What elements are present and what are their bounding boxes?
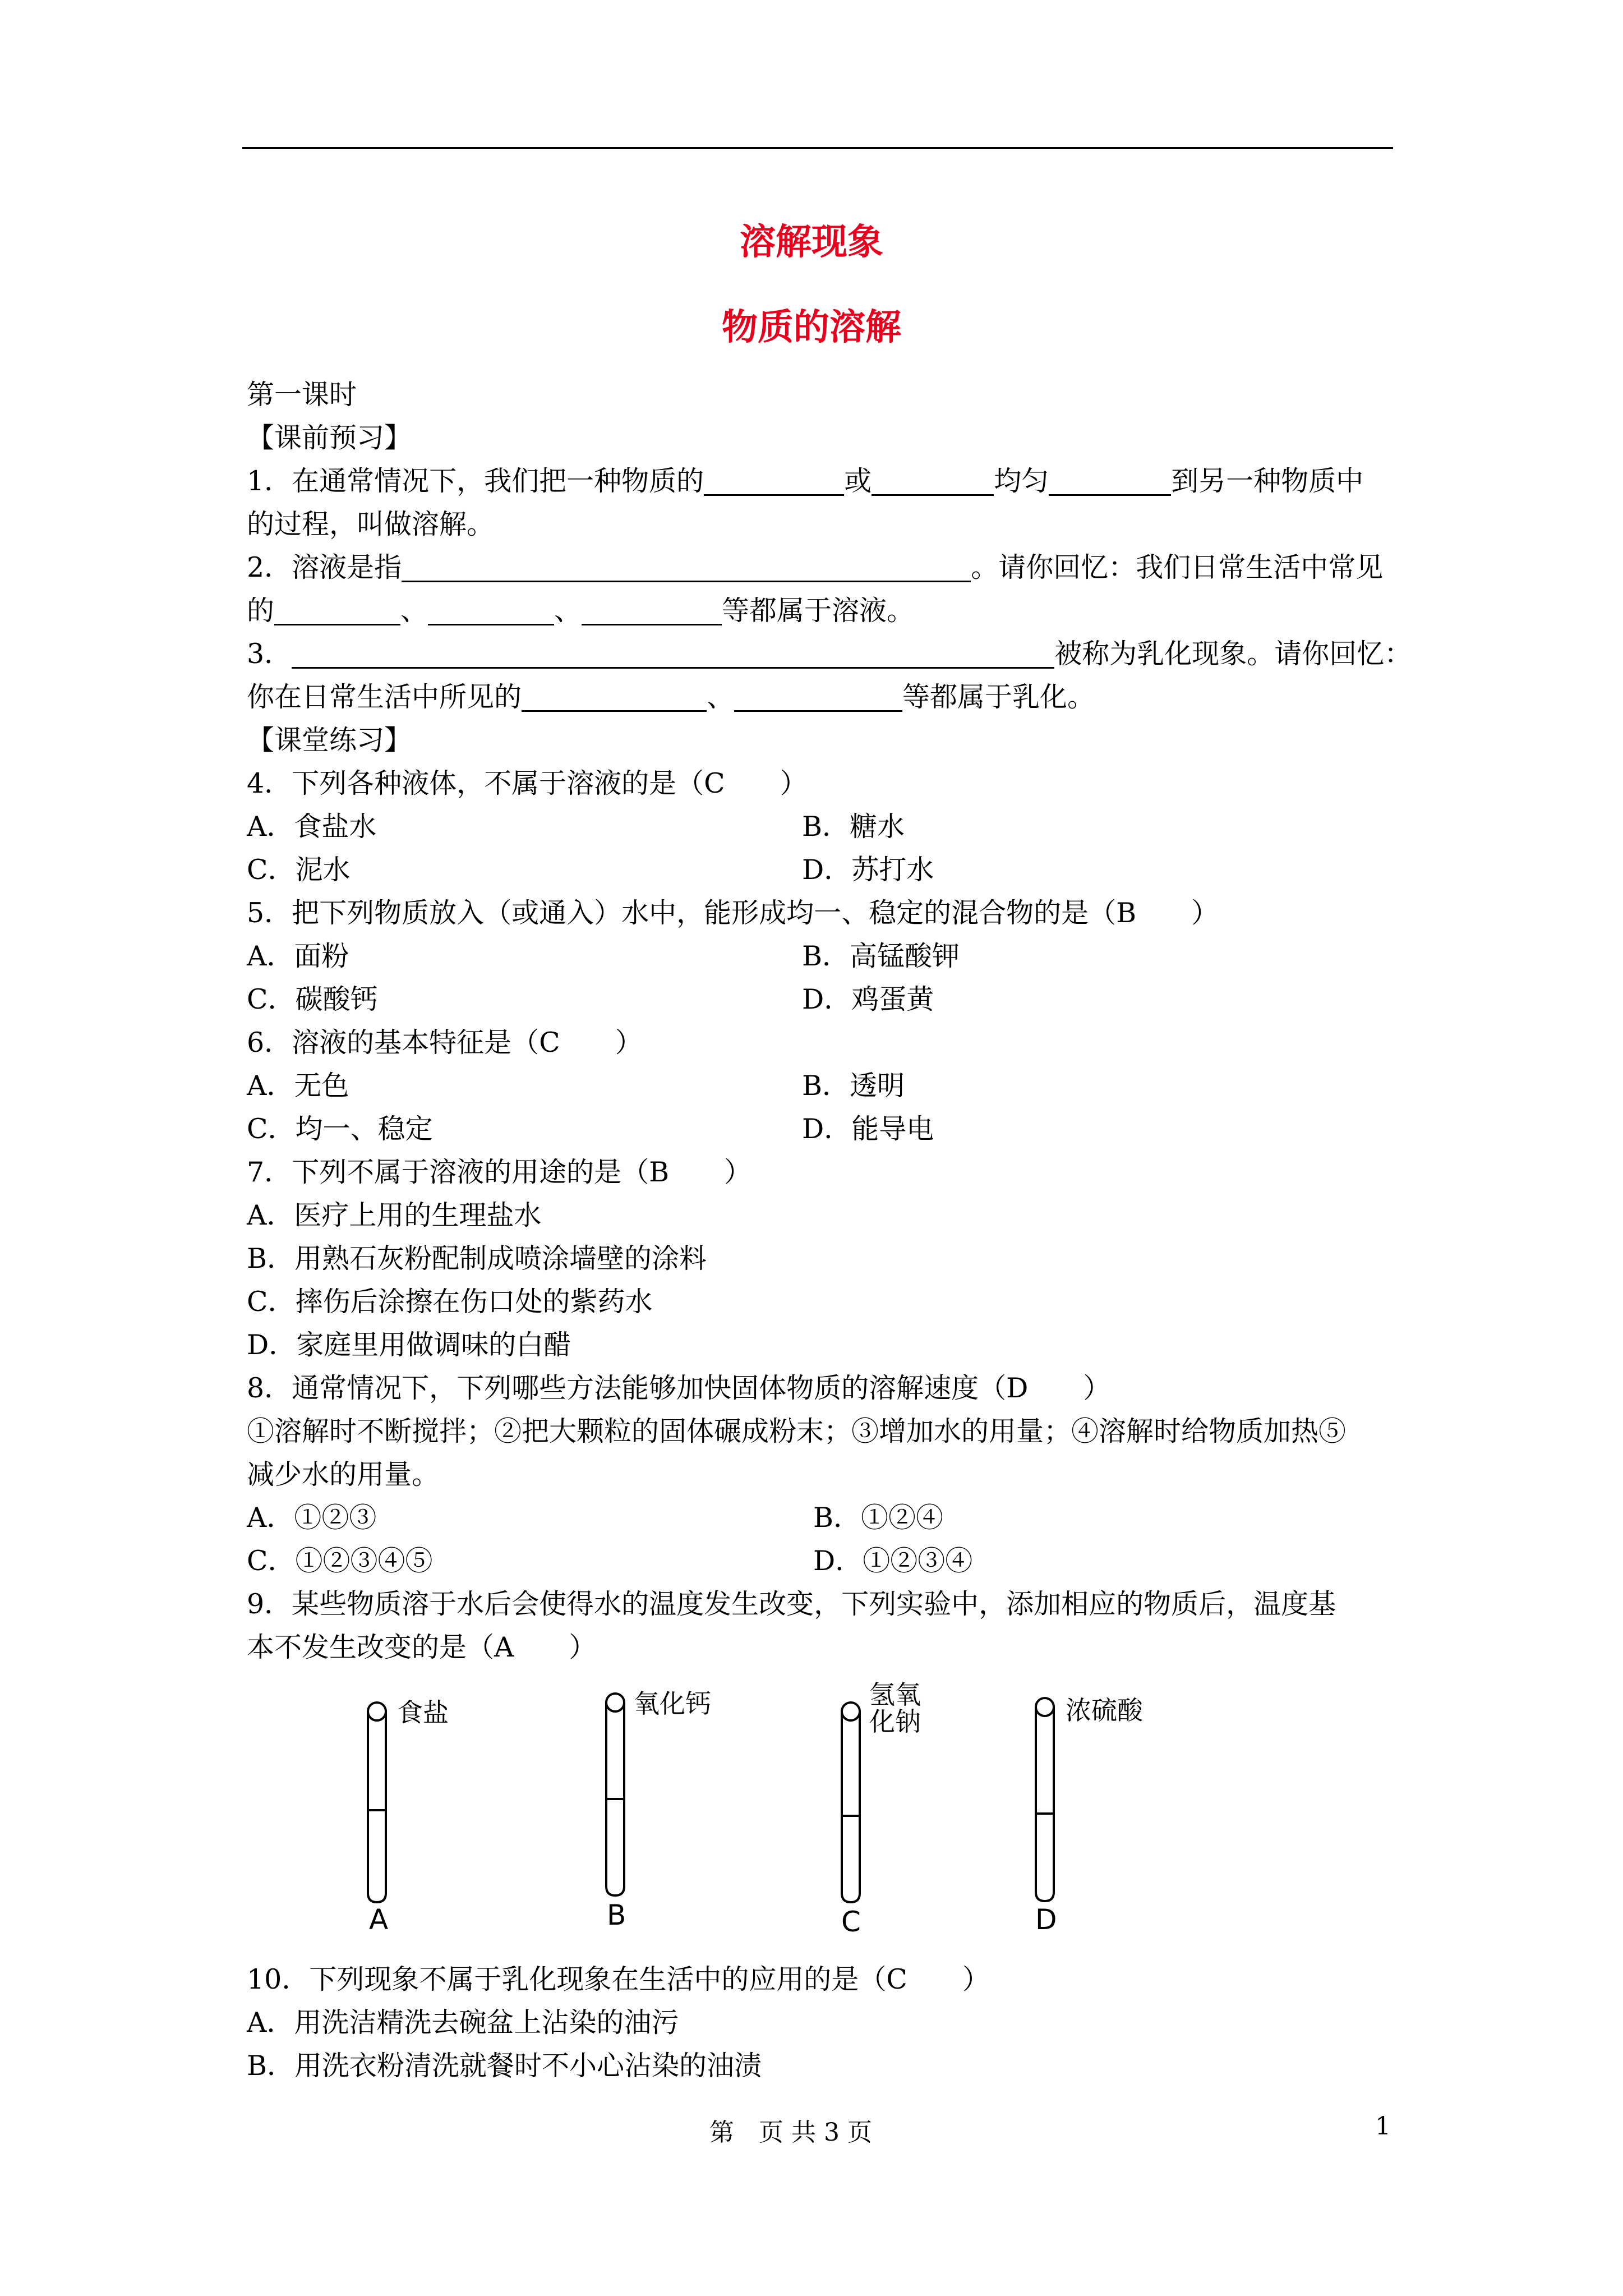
option-a[interactable]: A．无色 xyxy=(247,1070,349,1102)
tube-c-letter: C xyxy=(841,1906,861,1938)
tube-c-label-line-1: 氢氧 xyxy=(869,1680,921,1710)
option-a[interactable]: A．食盐水 xyxy=(247,811,377,843)
footer-page-number: 1 xyxy=(1375,2112,1391,2141)
option-d[interactable]: D．鸡蛋黄 xyxy=(802,983,934,1015)
question-8-options-row-2 xyxy=(247,1539,1402,1582)
answer-blank[interactable] xyxy=(582,592,722,625)
answer-blank[interactable] xyxy=(872,463,994,496)
answer-blank[interactable] xyxy=(734,679,902,712)
option-a[interactable]: A．面粉 xyxy=(247,940,349,972)
section-heading-practice: 【课堂练习】 xyxy=(247,724,412,756)
tube-b-label: 氧化钙 xyxy=(634,1688,711,1719)
tube-a-letter: A xyxy=(369,1903,389,1936)
option-b[interactable]: B．①②④ xyxy=(813,1502,944,1534)
answer-blank[interactable] xyxy=(428,592,554,625)
content xyxy=(247,373,1412,1669)
option-a[interactable]: A．①②③ xyxy=(247,1502,377,1534)
option-c[interactable]: C．碳酸钙 xyxy=(247,983,378,1015)
tube-b-letter: B xyxy=(607,1899,626,1931)
test-tube-a xyxy=(368,1703,386,1902)
question-5-options-row-1 xyxy=(247,935,1402,978)
test-tube-b xyxy=(606,1694,624,1895)
question-3-line-1 xyxy=(247,632,1412,675)
test-tube-d xyxy=(1036,1698,1054,1901)
option-d[interactable]: D．①②③④ xyxy=(813,1545,973,1577)
content-continued xyxy=(247,1958,1402,2087)
test-tube-figure xyxy=(336,1680,1178,1949)
test-tube-c xyxy=(842,1703,860,1902)
question-6-options-row-2 xyxy=(247,1107,1402,1151)
option-c[interactable]: C．摔伤后涂擦在伤口处的紫药水 xyxy=(247,1286,653,1318)
question-4-stem: 4．下列各种液体，不属于溶液的是（C ） xyxy=(247,767,808,799)
q1-text-d: 到另一种物质中 xyxy=(1171,465,1364,497)
answer-blank[interactable] xyxy=(292,636,1054,669)
option-d[interactable]: D．家庭里用做调味的白醋 xyxy=(247,1329,571,1361)
question-9-line-1: 9．某些物质溶于水后会使得水的温度发生改变，下列实验中，添加相应的物质后，温度基 xyxy=(247,1588,1336,1620)
q2-text-e: 、 xyxy=(554,595,582,627)
tube-a-label: 食盐 xyxy=(397,1697,449,1728)
lesson-label: 第一课时 xyxy=(247,379,357,411)
question-10-stem: 10．下列现象不属于乳化现象在生活中的应用的是（C ） xyxy=(247,1963,990,1995)
option-d[interactable]: D．苏打水 xyxy=(802,854,934,886)
question-3-line-2 xyxy=(247,675,1402,719)
question-8-options-row-1 xyxy=(247,1496,1402,1539)
question-2-line-2 xyxy=(247,589,1402,632)
question-6-options-row-1 xyxy=(247,1064,1402,1107)
question-8-stem: 8．通常情况下，下列哪些方法能够加快固体物质的溶解速度（D ） xyxy=(247,1372,1111,1404)
main-title: 溶解现象 xyxy=(740,222,883,263)
q3-text-b: 被称为乳化现象。请你回忆： xyxy=(1054,638,1412,670)
answer-blank[interactable] xyxy=(1049,463,1171,496)
option-b[interactable]: B．糖水 xyxy=(802,811,905,843)
answer-blank[interactable] xyxy=(704,463,844,496)
answer-blank[interactable] xyxy=(522,679,707,712)
q1-text-c: 均匀 xyxy=(994,465,1049,497)
question-1-line-2: 的过程，叫做溶解。 xyxy=(247,508,495,540)
q1-text-b: 或 xyxy=(844,465,872,497)
question-5-stem: 5．把下列物质放入（或通入）水中，能形成均一、稳定的混合物的是（B ） xyxy=(247,897,1219,929)
option-b[interactable]: B．高锰酸钾 xyxy=(802,940,960,972)
q2-text-d: 、 xyxy=(400,595,428,627)
question-6-stem: 6．溶液的基本特征是（C ） xyxy=(247,1027,643,1059)
option-c[interactable]: C．①②③④⑤ xyxy=(247,1545,433,1577)
option-c[interactable]: C．均一、稳定 xyxy=(247,1113,433,1145)
answer-blank[interactable] xyxy=(402,549,971,582)
answer-blank[interactable] xyxy=(274,592,400,625)
footer-page-info: 第 页 共 3 页 xyxy=(709,2118,872,2147)
tube-d-letter: D xyxy=(1035,1903,1057,1936)
sub-title: 物质的溶解 xyxy=(722,307,901,348)
header-rule xyxy=(242,147,1393,149)
q2-text-c: 的 xyxy=(247,595,275,627)
question-2-line-1 xyxy=(247,546,1402,589)
question-1-line-1 xyxy=(247,459,1402,503)
option-d[interactable]: D．能导电 xyxy=(802,1113,934,1145)
q3-text-e: 等都属于乳化。 xyxy=(902,681,1095,713)
q2-text-f: 等都属于溶液。 xyxy=(722,595,915,627)
question-4-options-row-2 xyxy=(247,848,1402,891)
tube-d-label: 浓硫酸 xyxy=(1066,1695,1143,1726)
tube-c-label xyxy=(869,1681,921,1735)
q2-text-a: 2．溶液是指 xyxy=(247,551,402,583)
tube-c-label-line-2: 化钠 xyxy=(869,1706,921,1737)
q3-text-d: 、 xyxy=(707,681,735,713)
option-c[interactable]: C．泥水 xyxy=(247,854,351,886)
option-b[interactable]: B．用洗衣粉清洗就餐时不小心沾染的油渍 xyxy=(247,2050,762,2082)
q3-text-c: 你在日常生活中所见的 xyxy=(247,681,522,713)
question-4-options-row-1 xyxy=(247,805,1402,848)
q3-text-a: 3． xyxy=(247,638,292,670)
section-heading-preview: 【课前预习】 xyxy=(247,422,412,454)
question-9-line-2: 本不发生改变的是（A ） xyxy=(247,1631,597,1663)
question-8-line-2: ①溶解时不断搅拌；②把大颗粒的固体碾成粉末；③增加水的用量；④溶解时给物质加热⑤ xyxy=(247,1415,1347,1447)
question-8-line-3: 减少水的用量。 xyxy=(247,1458,440,1490)
option-b[interactable]: B．用熟石灰粉配制成喷涂墙壁的涂料 xyxy=(247,1243,707,1274)
option-a[interactable]: A．用洗洁精洗去碗盆上沾染的油污 xyxy=(247,2007,679,2039)
question-7-stem: 7．下列不属于溶液的用途的是（B ） xyxy=(247,1156,752,1188)
q2-text-b: 。请你回忆：我们日常生活中常见 xyxy=(971,551,1384,583)
q1-text-a: 1．在通常情况下，我们把一种物质的 xyxy=(247,465,704,497)
option-b[interactable]: B．透明 xyxy=(802,1070,905,1102)
option-a[interactable]: A．医疗上用的生理盐水 xyxy=(247,1199,542,1231)
question-5-options-row-2 xyxy=(247,978,1402,1021)
